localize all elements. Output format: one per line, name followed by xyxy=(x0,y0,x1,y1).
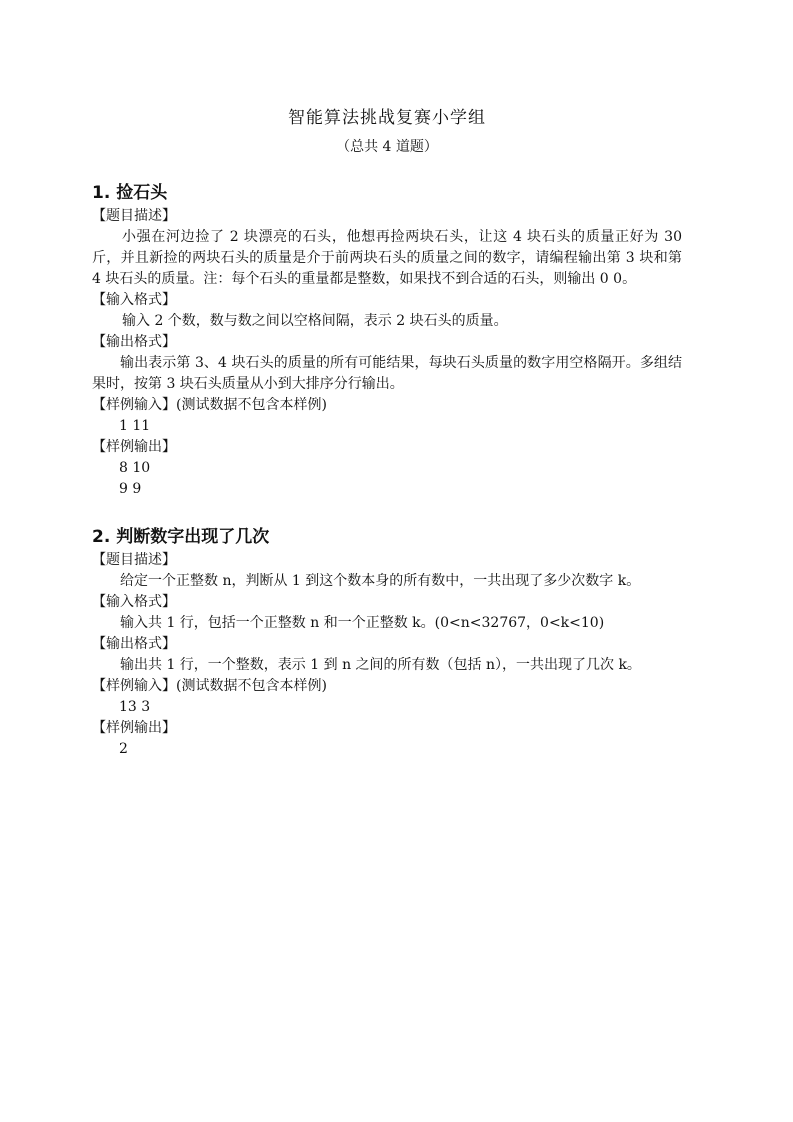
problem-name: 判断数字出现了几次 xyxy=(116,527,270,547)
problem-heading xyxy=(92,180,682,206)
problem-1 xyxy=(92,180,682,500)
problem-number: 2. xyxy=(92,527,111,547)
sample-input-label-row xyxy=(92,676,682,697)
problem-number: 1. xyxy=(92,183,111,203)
sample-input-line: 13 3 xyxy=(119,699,151,715)
sample-output-label: 【样例输出】 xyxy=(92,439,176,455)
sample-input-line: 1 11 xyxy=(119,418,151,434)
document-page xyxy=(92,104,682,760)
sample-input-label: 【样例输入】 xyxy=(92,678,176,694)
problem-2 xyxy=(92,524,682,760)
sample-output-line: 9 9 xyxy=(119,481,142,497)
sample-output-label: 【样例输出】 xyxy=(92,720,176,736)
sample-input-label: 【样例输入】 xyxy=(92,397,176,413)
output-format-text: 输出共 1 行，一个整数，表示 1 到 n 之间的所有数（包括 n），一共出现了几次 k。 xyxy=(120,657,641,673)
input-format-label: 【输入格式】 xyxy=(92,594,176,610)
problem-heading xyxy=(92,524,682,550)
description-text: 给定一个正整数 n，判断从 1 到这个数本身的所有数中，一共出现了多少次数字 k。 xyxy=(120,573,641,589)
output-format-label: 【输出格式】 xyxy=(92,334,176,350)
problem-name: 捡石头 xyxy=(116,183,168,203)
description-label: 【题目描述】 xyxy=(92,552,176,568)
description-label: 【题目描述】 xyxy=(92,208,176,224)
page-subtitle: （总共 4 道题） xyxy=(336,139,438,155)
sample-output-line: 8 10 xyxy=(119,460,151,476)
input-format-label: 【输入格式】 xyxy=(92,292,176,308)
description-text: 小强在河边捡了 2 块漂亮的石头，他想再捡两块石头，让这 4 块石头的质量正好为 30 斤，并且新捡的两块石头的质量是介于前两块石头的质量之间的数字，请编程输出第 3 块和第 4 块石头的质量。注：每个石头的重量都是整数，如果找不到合适的石头，则输出 0 0。 xyxy=(92,229,682,287)
sample-input-note: (测试数据不包含本样例) xyxy=(176,397,327,413)
input-format-text: 输入 2 个数，数与数之间以空格间隔，表示 2 块石头的质量。 xyxy=(122,313,508,329)
sample-input-note: (测试数据不包含本样例) xyxy=(176,678,327,694)
output-format-text: 输出表示第 3、4 块石头的质量的所有可能结果，每块石头质量的数字用空格隔开。多组结果时，按第 3 块石头质量从小到大排序分行输出。 xyxy=(92,355,682,392)
page-title: 智能算法挑战复赛小学组 xyxy=(288,108,486,128)
output-format-label: 【输出格式】 xyxy=(92,636,176,652)
input-format-text: 输入共 1 行，包括一个正整数 n 和一个正整数 k。(0<n<32767，0<k<10) xyxy=(120,615,605,631)
sample-input-label-row xyxy=(92,395,682,416)
sample-output-line: 2 xyxy=(119,741,128,757)
